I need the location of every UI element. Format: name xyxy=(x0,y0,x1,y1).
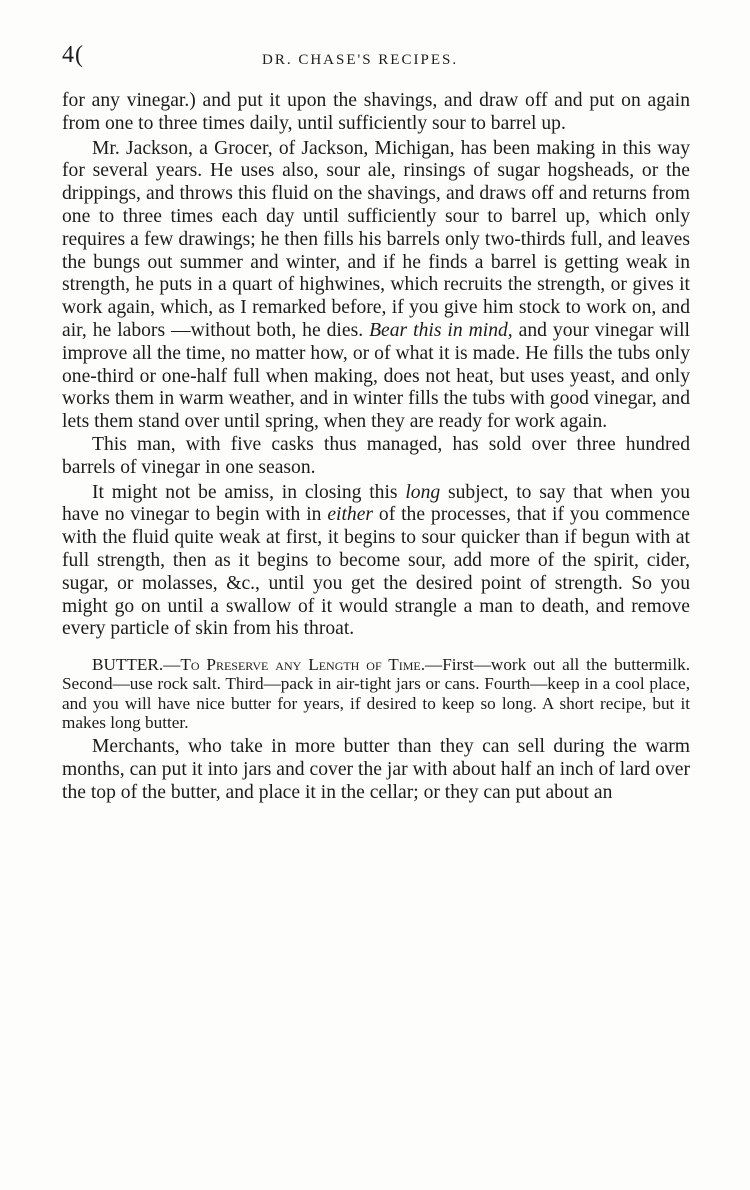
recipe-butter xyxy=(62,655,690,732)
page-header xyxy=(62,38,690,70)
paragraph-text: subject, to say that when you have no vinegar to begin with in xyxy=(62,481,690,526)
paragraph-continuation: for any vinegar.) and put it upon the shavings, and draw off and put on again from one to three times daily, until sufficiently sour to barrel up. xyxy=(62,90,690,134)
paragraph-text: Mr. Jackson, a Grocer, of Jackson, Michigan, has been making in this way for several years. He uses also, sour ale, rinsings of sugar hogsheads, or the drippings, and throws this fluid on the shavings, and draws off and returns from one to three times each day until sufficiently sour to barrel up, which only requires a few drawings; he then fills his barrels only two-thirds full, and leaves the bungs out summer and winter, and if he finds a barrel is getting weak in strength, he puts in a quart of highwines, which recruits the strength, or gives it work again, which, as I remarked before, if you give him stock to work on, and air, he labors —without both, he dies. xyxy=(62,137,690,341)
recipe-title: BUTTER.—To Preserve any Length of Time. xyxy=(92,655,426,675)
paragraph-merchants: Merchants, who take in more butter than they can sell during the warm months, can put it into jars and cover the jar with about half an inch of lard over the top of the butter, and place it in the cellar; or they can put about an xyxy=(62,735,690,803)
book-page xyxy=(62,38,690,804)
italic-emphasis: long xyxy=(405,481,441,503)
running-head: DR. CHASE'S RECIPES. xyxy=(262,52,459,68)
page-number: 4( xyxy=(62,42,84,68)
paragraph-casks: This man, with five casks thus managed, has sold over three hundred barrels of vinegar in one season. xyxy=(62,433,690,478)
italic-emphasis: either xyxy=(327,504,374,526)
italic-emphasis: Bear this in mind, xyxy=(369,319,513,341)
paragraph-text: of the processes, that if you commence with the fluid quite weak at first, it begins to sour quicker than if begun with at full strength, then as it begins to become sour, add more of the spirit, cider, sugar, or molasses, &c., until you get the desired point of strength. So you might go on until a swallow of it would strangle a man to death, and remove every particle of skin from his throat. xyxy=(62,504,690,640)
paragraph-text: and your vinegar will improve all the time, no matter how, or of what it is made. He fills the tubs only one-third or one-half full when making, does not heat, but uses yeast, and only works them in warm weather, and in winter fills the tubs with good vinegar, and lets them stand over until spring, when they are ready for work again. xyxy=(62,319,691,433)
paragraph-closing xyxy=(62,482,690,642)
paragraph-text: It might not be amiss, in closing this xyxy=(92,481,398,503)
body-text xyxy=(62,90,690,804)
recipe-text: —First—work out all the buttermilk. Second—use rock salt. Third—pack in air-tight jars or cans. Fourth—keep in a cool place, and you will have nice butter for years, if desired to keep so long. A short recipe, but it makes long butter. xyxy=(62,655,690,732)
paragraph-jackson xyxy=(62,138,690,434)
